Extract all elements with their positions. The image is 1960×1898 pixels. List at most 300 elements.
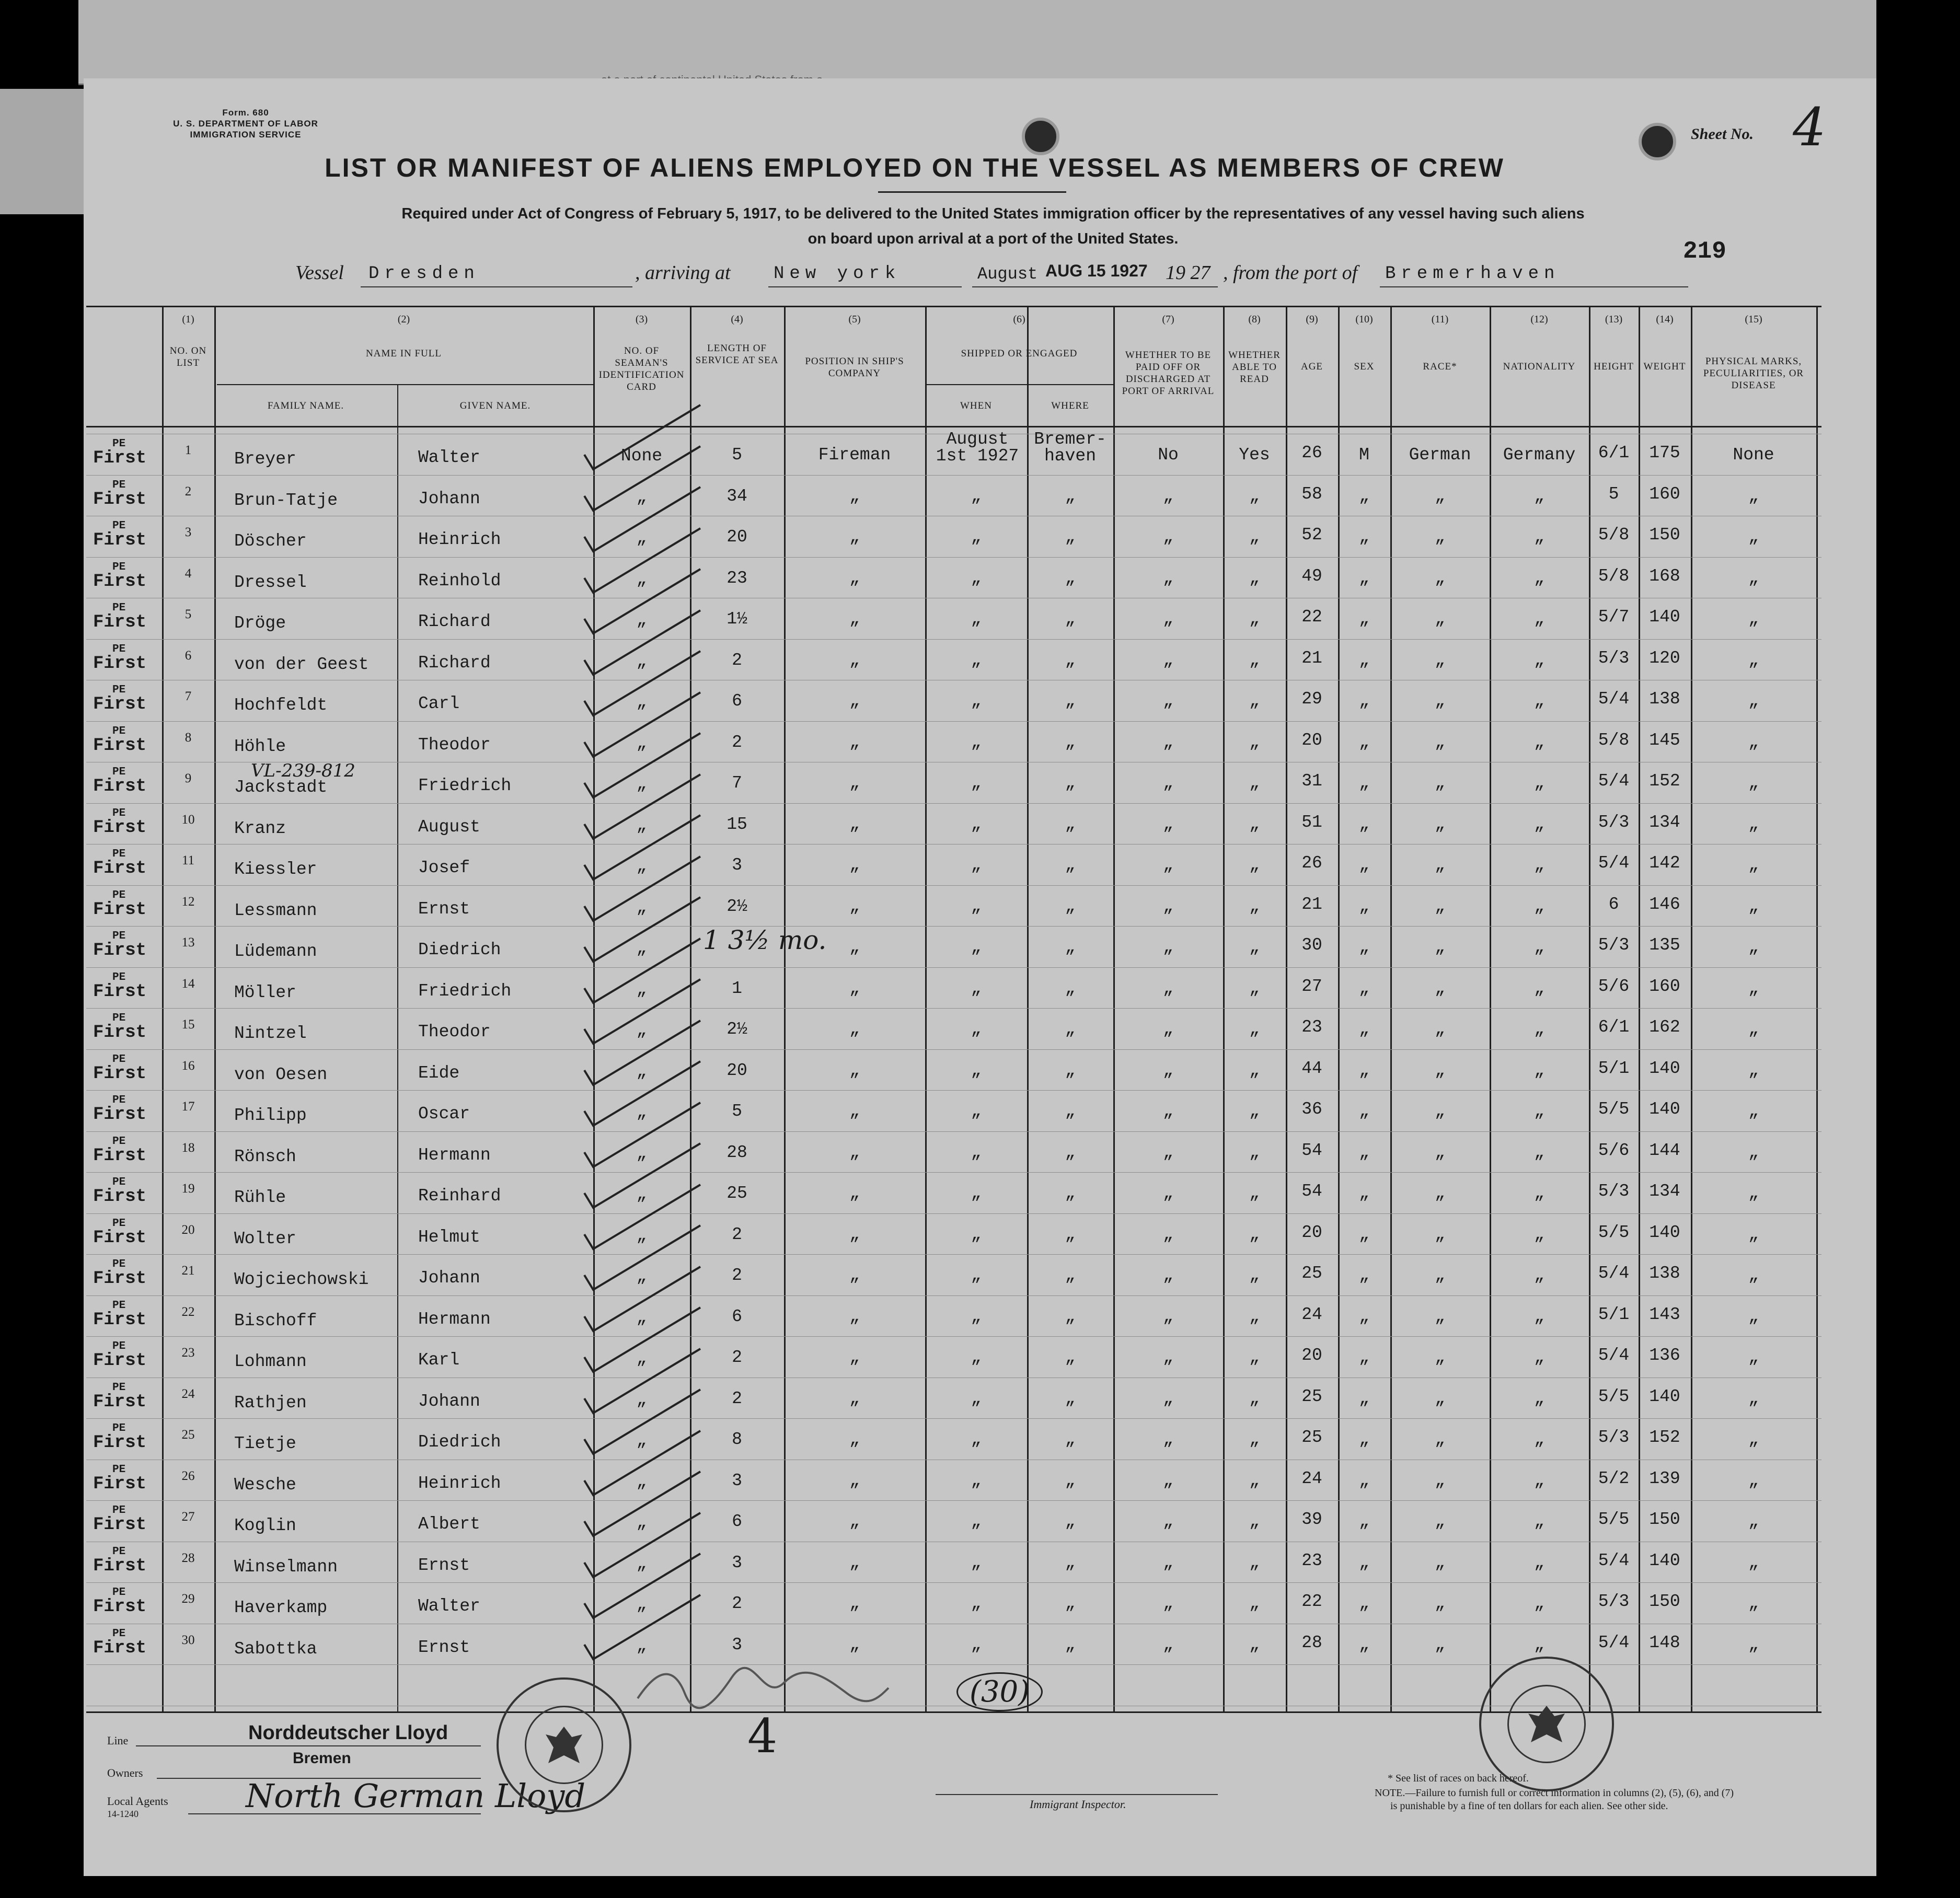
shipped-where: „ bbox=[1065, 1553, 1076, 1572]
weight: 140 bbox=[1649, 1223, 1680, 1242]
id-card-number: „ bbox=[636, 1554, 647, 1573]
paid-off: „ bbox=[1163, 1348, 1173, 1367]
position-in-company: „ bbox=[849, 1430, 860, 1449]
shipped-when: „ bbox=[971, 815, 982, 834]
length-of-service: 1 bbox=[732, 979, 742, 998]
header-marks: PHYSICAL MARKS, PECULIARITIES, OR DISEASE bbox=[1703, 356, 1804, 391]
able-to-read: „ bbox=[1249, 979, 1260, 998]
check-mark bbox=[584, 1061, 700, 1126]
height: 5/5 bbox=[1598, 1100, 1630, 1119]
header-given-name: GIVEN NAME. bbox=[459, 400, 531, 411]
column-number: (11) bbox=[1431, 314, 1449, 325]
position-in-company: „ bbox=[849, 691, 860, 711]
physical-marks: „ bbox=[1748, 1430, 1759, 1449]
weight: 140 bbox=[1649, 1551, 1680, 1570]
physical-marks: „ bbox=[1748, 609, 1759, 629]
form-number: Form. 680 bbox=[222, 108, 269, 118]
given-name: Albert bbox=[418, 1514, 480, 1534]
weight: 134 bbox=[1649, 1182, 1680, 1201]
paid-off: „ bbox=[1163, 1143, 1173, 1162]
header-paid-off: WHETHER TO BE PAID OFF OR DISCHARGED AT PORT OF ARRIVAL bbox=[1122, 350, 1215, 397]
pe-mark: PE bbox=[112, 1218, 126, 1230]
physical-marks: None bbox=[1733, 445, 1774, 465]
physical-marks: „ bbox=[1748, 1471, 1759, 1490]
first-class-mark: First bbox=[93, 612, 147, 632]
nationality: „ bbox=[1534, 691, 1544, 711]
nationality: „ bbox=[1534, 1266, 1544, 1285]
weight: 162 bbox=[1649, 1017, 1680, 1037]
header-shipped: SHIPPED OR ENGAGED bbox=[961, 348, 1078, 359]
shipped-when: „ bbox=[971, 733, 982, 752]
height: 6/1 bbox=[1598, 1017, 1630, 1037]
agents-code: 14-1240 bbox=[107, 1809, 139, 1819]
check-mark bbox=[584, 979, 700, 1044]
first-class-mark: First bbox=[93, 1023, 147, 1043]
physical-marks: „ bbox=[1748, 773, 1759, 793]
length-of-service: 2 bbox=[732, 651, 742, 670]
height: 6 bbox=[1608, 895, 1619, 914]
nationality: „ bbox=[1534, 1143, 1544, 1162]
able-to-read: „ bbox=[1249, 1430, 1260, 1449]
nationality: „ bbox=[1534, 979, 1544, 998]
shipped-where: „ bbox=[1065, 1143, 1076, 1162]
able-to-read: „ bbox=[1249, 773, 1260, 793]
given-name: Walter bbox=[418, 1596, 480, 1616]
shipped-where: „ bbox=[1065, 609, 1076, 629]
given-name: Eide bbox=[418, 1063, 460, 1083]
height: 5/4 bbox=[1598, 1551, 1630, 1570]
sex: „ bbox=[1359, 569, 1369, 588]
check-mark bbox=[584, 1349, 700, 1413]
sex: „ bbox=[1359, 773, 1369, 793]
given-name: Johann bbox=[418, 1268, 480, 1288]
race: „ bbox=[1435, 897, 1445, 916]
age: 29 bbox=[1301, 689, 1322, 709]
position-in-company: „ bbox=[849, 1307, 860, 1326]
id-card-number: „ bbox=[636, 898, 647, 917]
header-no-on-list: NO. ON LIST bbox=[169, 345, 207, 368]
height: 5/4 bbox=[1598, 1264, 1630, 1283]
height: 5/1 bbox=[1598, 1305, 1630, 1324]
header-family-name: FAMILY NAME. bbox=[267, 400, 344, 411]
family-name: Tietje bbox=[234, 1434, 296, 1453]
race: „ bbox=[1435, 609, 1445, 629]
header-race: RACE* bbox=[1423, 361, 1457, 372]
paid-off: „ bbox=[1163, 651, 1173, 670]
weight: 150 bbox=[1649, 525, 1680, 545]
length-of-service: 20 bbox=[727, 527, 747, 547]
sex: „ bbox=[1359, 1225, 1369, 1244]
row-number: 4 bbox=[185, 566, 192, 581]
able-to-read: „ bbox=[1249, 1143, 1260, 1162]
shipped-when: „ bbox=[971, 569, 982, 588]
shipped-when: „ bbox=[971, 691, 982, 711]
inspector-label: Immigrant Inspector. bbox=[1030, 1798, 1126, 1811]
shipped-when: „ bbox=[971, 1635, 982, 1654]
shipped-when: „ bbox=[971, 651, 982, 670]
position-in-company: „ bbox=[849, 1061, 860, 1080]
family-name: Nintzel bbox=[234, 1024, 307, 1043]
pe-mark: PE bbox=[112, 725, 126, 737]
age: 23 bbox=[1301, 1551, 1322, 1570]
length-of-service: 2 bbox=[732, 1389, 742, 1408]
given-name: Reinhard bbox=[418, 1186, 501, 1206]
first-class-mark: First bbox=[93, 1433, 147, 1453]
shipped-where: „ bbox=[1065, 1389, 1076, 1408]
height: 6/1 bbox=[1598, 443, 1630, 462]
sex: „ bbox=[1359, 1061, 1369, 1080]
given-name: Josef bbox=[418, 858, 470, 877]
physical-marks: „ bbox=[1748, 1061, 1759, 1080]
able-to-read: Yes bbox=[1239, 445, 1270, 465]
shipped-where: „ bbox=[1065, 651, 1076, 670]
position-in-company: „ bbox=[849, 979, 860, 998]
age: 58 bbox=[1301, 484, 1322, 504]
check-mark bbox=[584, 1307, 700, 1372]
height: 5/3 bbox=[1598, 1428, 1630, 1447]
given-name: Richard bbox=[418, 612, 491, 631]
race: „ bbox=[1435, 979, 1445, 998]
age: 28 bbox=[1301, 1633, 1322, 1652]
shipped-when: „ bbox=[971, 855, 982, 875]
weight: 145 bbox=[1649, 731, 1680, 750]
sex: „ bbox=[1359, 1635, 1369, 1654]
shipped-where: „ bbox=[1065, 773, 1076, 793]
given-name: Theodor bbox=[418, 1022, 491, 1041]
family-name: Dressel bbox=[234, 573, 307, 592]
able-to-read: „ bbox=[1249, 1389, 1260, 1408]
column-number: (10) bbox=[1355, 314, 1373, 325]
length-of-service: 7 bbox=[732, 773, 742, 793]
able-to-read: „ bbox=[1249, 609, 1260, 629]
row-number: 7 bbox=[185, 689, 192, 703]
physical-marks: „ bbox=[1748, 1512, 1759, 1531]
nationality: „ bbox=[1534, 1512, 1544, 1531]
subtitle-line-1: Required under Act of Congress of February 5, 1917, to be delivered to the United States immigration officer by the representatives of any vessel having such aliens bbox=[401, 205, 1585, 222]
given-name: Diedrich bbox=[418, 1432, 501, 1452]
given-name: Johann bbox=[418, 1392, 480, 1411]
first-class-mark: First bbox=[93, 654, 147, 674]
given-name: Johann bbox=[418, 489, 480, 508]
column-number: (7) bbox=[1162, 314, 1174, 325]
header-when: WHEN bbox=[960, 400, 992, 411]
shipped-where: „ bbox=[1065, 1512, 1076, 1531]
given-name: Hermann bbox=[418, 1145, 491, 1165]
paid-off: „ bbox=[1163, 1307, 1173, 1326]
sex: „ bbox=[1359, 1471, 1369, 1490]
length-of-service: 6 bbox=[732, 1307, 742, 1326]
check-mark bbox=[584, 1472, 700, 1536]
height: 5/6 bbox=[1598, 977, 1630, 996]
race: „ bbox=[1435, 733, 1445, 752]
nationality: „ bbox=[1534, 1061, 1544, 1080]
shipped-where: „ bbox=[1065, 1471, 1076, 1490]
id-card-number: „ bbox=[636, 857, 647, 876]
shipped-when: „ bbox=[971, 1348, 982, 1367]
able-to-read: „ bbox=[1249, 938, 1260, 957]
row-number: 27 bbox=[181, 1510, 195, 1524]
shipped-where: „ bbox=[1065, 815, 1076, 834]
position-in-company: „ bbox=[849, 897, 860, 916]
owners-label: Owners bbox=[107, 1766, 143, 1779]
height: 5/1 bbox=[1598, 1059, 1630, 1078]
physical-marks: „ bbox=[1748, 1184, 1759, 1203]
age: 26 bbox=[1301, 853, 1322, 873]
shipped-where: „ bbox=[1065, 897, 1076, 916]
family-name: Höhle bbox=[234, 737, 286, 756]
id-card-number: „ bbox=[636, 1431, 647, 1450]
sheet-total-mark: 4 bbox=[747, 1709, 778, 1764]
check-mark bbox=[584, 1225, 700, 1290]
shipped-where: „ bbox=[1065, 527, 1076, 547]
sex: „ bbox=[1359, 1553, 1369, 1572]
pe-mark: PE bbox=[112, 438, 126, 450]
able-to-read: „ bbox=[1249, 569, 1260, 588]
race: „ bbox=[1435, 1389, 1445, 1408]
first-class-mark: First bbox=[93, 1474, 147, 1494]
shipped-when: „ bbox=[971, 1389, 982, 1408]
age: 23 bbox=[1301, 1017, 1322, 1037]
check-mark bbox=[584, 1267, 700, 1331]
line-label: Line bbox=[107, 1734, 129, 1747]
first-class-mark: First bbox=[93, 1597, 147, 1617]
physical-marks: „ bbox=[1748, 1102, 1759, 1121]
age: 39 bbox=[1301, 1510, 1322, 1529]
pe-mark: PE bbox=[112, 1054, 126, 1066]
sex: „ bbox=[1359, 1266, 1369, 1285]
able-to-read: „ bbox=[1249, 527, 1260, 547]
shipped-where: „ bbox=[1065, 1266, 1076, 1285]
age: 20 bbox=[1301, 1223, 1322, 1242]
header-age: AGE bbox=[1300, 361, 1323, 372]
date-stamp: AUG 15 1927 bbox=[1045, 261, 1148, 280]
race: „ bbox=[1435, 1553, 1445, 1572]
check-mark bbox=[584, 487, 700, 551]
shipping-line: Norddeutscher Lloyd bbox=[248, 1722, 448, 1744]
age: 31 bbox=[1301, 771, 1322, 791]
paid-off: „ bbox=[1163, 1635, 1173, 1654]
race: „ bbox=[1435, 1430, 1445, 1449]
paid-off: „ bbox=[1163, 815, 1173, 834]
age: 54 bbox=[1301, 1182, 1322, 1201]
weight: 148 bbox=[1649, 1633, 1680, 1652]
local-agents: North German Lloyd bbox=[246, 1777, 586, 1815]
row-number: 22 bbox=[181, 1305, 195, 1319]
given-name: Oscar bbox=[418, 1104, 470, 1124]
age: 49 bbox=[1301, 566, 1322, 586]
pe-mark: PE bbox=[112, 1464, 126, 1476]
length-of-service: 5 bbox=[732, 1102, 742, 1121]
nationality: „ bbox=[1534, 1430, 1544, 1449]
row-number: 15 bbox=[181, 1017, 195, 1032]
length-of-service: 2½ bbox=[727, 1020, 747, 1039]
id-card-number: „ bbox=[636, 1021, 647, 1040]
column-number: (13) bbox=[1605, 314, 1623, 325]
given-name: August bbox=[418, 817, 480, 837]
length-of-service: 5 bbox=[732, 445, 742, 465]
first-class-mark: First bbox=[93, 900, 147, 920]
nationality: „ bbox=[1534, 651, 1544, 670]
crew-total: (30) bbox=[956, 1672, 1043, 1711]
id-card-number: „ bbox=[636, 1267, 647, 1286]
able-to-read: „ bbox=[1249, 1061, 1260, 1080]
sex: „ bbox=[1359, 855, 1369, 875]
row-number: 13 bbox=[181, 935, 195, 950]
check-mark bbox=[584, 1431, 700, 1495]
paid-off: „ bbox=[1163, 609, 1173, 629]
penalty-note-1: NOTE.—Failure to furnish full or correct information in columns (2), (5), (6), and (7) bbox=[1375, 1787, 1734, 1799]
able-to-read: „ bbox=[1249, 815, 1260, 834]
position-in-company: „ bbox=[849, 815, 860, 834]
paid-off: „ bbox=[1163, 855, 1173, 875]
shipped-where: „ bbox=[1065, 1102, 1076, 1121]
sex: „ bbox=[1359, 815, 1369, 834]
length-of-service: 6 bbox=[732, 691, 742, 711]
length-of-service: 25 bbox=[727, 1184, 747, 1203]
shipped-when: „ bbox=[971, 1471, 982, 1490]
sex: „ bbox=[1359, 1348, 1369, 1367]
pe-mark: PE bbox=[112, 561, 126, 573]
shipped-where: „ bbox=[1065, 1594, 1076, 1613]
check-mark bbox=[584, 857, 700, 921]
row-number: 23 bbox=[181, 1346, 195, 1360]
column-number: (2) bbox=[397, 314, 410, 325]
shipped-where: „ bbox=[1065, 691, 1076, 711]
first-class-mark: First bbox=[93, 1556, 147, 1576]
first-class-mark: First bbox=[93, 1105, 147, 1125]
physical-marks: „ bbox=[1748, 1389, 1759, 1408]
check-mark bbox=[584, 733, 700, 797]
position-in-company: „ bbox=[849, 1225, 860, 1244]
length-of-service: 20 bbox=[727, 1061, 747, 1080]
age: 21 bbox=[1301, 895, 1322, 914]
pe-mark: PE bbox=[112, 1628, 126, 1640]
nationality: „ bbox=[1534, 609, 1544, 629]
check-mark bbox=[584, 897, 700, 962]
race: „ bbox=[1435, 1143, 1445, 1162]
family-name: Philipp bbox=[234, 1106, 307, 1125]
physical-marks: „ bbox=[1748, 1307, 1759, 1326]
physical-marks: „ bbox=[1748, 569, 1759, 588]
shipped-where: „ bbox=[1065, 487, 1076, 506]
subtitle-line-2: on board upon arrival at a port of the United States. bbox=[808, 230, 1179, 247]
shipped-where: „ bbox=[1065, 1348, 1076, 1367]
given-name: Karl bbox=[418, 1350, 460, 1370]
shipped-when: „ bbox=[971, 979, 982, 998]
given-name: Ernst bbox=[418, 899, 470, 919]
weight: 136 bbox=[1649, 1346, 1680, 1365]
check-mark bbox=[584, 774, 700, 839]
position-in-company: „ bbox=[849, 527, 860, 547]
family-name: Koglin bbox=[234, 1516, 296, 1535]
check-mark bbox=[584, 1185, 700, 1249]
id-card-number: „ bbox=[636, 1349, 647, 1368]
sex: „ bbox=[1359, 938, 1369, 957]
able-to-read: „ bbox=[1249, 1266, 1260, 1285]
id-card-number: „ bbox=[636, 1144, 647, 1163]
pe-mark: PE bbox=[112, 971, 126, 983]
nationality: „ bbox=[1534, 1553, 1544, 1572]
position-in-company: „ bbox=[849, 855, 860, 875]
length-of-service: 23 bbox=[727, 569, 747, 588]
sex: „ bbox=[1359, 691, 1369, 711]
race: „ bbox=[1435, 651, 1445, 670]
race: „ bbox=[1435, 815, 1445, 834]
given-name: Richard bbox=[418, 653, 491, 673]
row-number: 8 bbox=[185, 731, 192, 745]
physical-marks: „ bbox=[1748, 1020, 1759, 1039]
shipped-when: „ bbox=[971, 1020, 982, 1039]
row-number: 28 bbox=[181, 1551, 195, 1565]
physical-marks: „ bbox=[1748, 527, 1759, 547]
shipped-when: „ bbox=[971, 1184, 982, 1203]
position-in-company: „ bbox=[849, 1471, 860, 1490]
height: 5/8 bbox=[1598, 525, 1630, 545]
sex: „ bbox=[1359, 979, 1369, 998]
paid-off: „ bbox=[1163, 691, 1173, 711]
id-card-number: „ bbox=[636, 774, 647, 794]
id-card-number: „ bbox=[636, 1595, 647, 1614]
position-in-company: „ bbox=[849, 1143, 860, 1162]
first-class-mark: First bbox=[93, 1515, 147, 1535]
department-name: U. S. DEPARTMENT OF LABOR bbox=[173, 119, 318, 129]
position-in-company: „ bbox=[849, 1266, 860, 1285]
race: „ bbox=[1435, 1102, 1445, 1121]
pe-mark: PE bbox=[112, 1546, 126, 1558]
family-name: Kranz bbox=[234, 819, 286, 838]
race: „ bbox=[1435, 569, 1445, 588]
race: „ bbox=[1435, 1266, 1445, 1285]
departure-port: Bremerhaven bbox=[1385, 264, 1560, 284]
family-name: Lüdemann bbox=[234, 942, 317, 961]
nationality: „ bbox=[1534, 487, 1544, 506]
age: 20 bbox=[1301, 731, 1322, 750]
row-number: 24 bbox=[181, 1387, 195, 1401]
age: 30 bbox=[1301, 935, 1322, 955]
family-name: Winselmann bbox=[234, 1557, 338, 1577]
first-class-mark: First bbox=[93, 530, 147, 550]
position-in-company: „ bbox=[849, 1389, 860, 1408]
position-in-company: „ bbox=[849, 1512, 860, 1531]
height: 5/4 bbox=[1598, 771, 1630, 791]
pe-mark: PE bbox=[112, 930, 126, 942]
row-number: 11 bbox=[181, 853, 195, 867]
shipped-where: „ bbox=[1065, 1061, 1076, 1080]
family-name: Haverkamp bbox=[234, 1598, 328, 1617]
given-name: Heinrich bbox=[418, 1474, 501, 1493]
given-name: Ernst bbox=[418, 1556, 470, 1575]
weight: 138 bbox=[1649, 1264, 1680, 1283]
race: „ bbox=[1435, 1020, 1445, 1039]
shipped-where: „ bbox=[1065, 855, 1076, 875]
nationality: „ bbox=[1534, 897, 1544, 916]
height: 5/3 bbox=[1598, 935, 1630, 955]
family-name: Kiessler bbox=[234, 860, 317, 879]
family-name: Wojciechowski bbox=[234, 1270, 369, 1289]
nationality: „ bbox=[1534, 527, 1544, 547]
arrival-port: New york bbox=[774, 264, 901, 284]
shipped-when: „ bbox=[971, 938, 982, 957]
check-mark bbox=[584, 1513, 700, 1577]
paid-off: „ bbox=[1163, 1389, 1173, 1408]
position-in-company: Fireman bbox=[818, 445, 891, 465]
first-class-mark: First bbox=[93, 448, 147, 468]
sex: „ bbox=[1359, 1389, 1369, 1408]
first-class-mark: First bbox=[93, 1310, 147, 1330]
weight: 152 bbox=[1649, 771, 1680, 791]
check-mark bbox=[584, 939, 700, 1003]
header-position: POSITION IN SHIP'S COMPANY bbox=[805, 356, 904, 379]
